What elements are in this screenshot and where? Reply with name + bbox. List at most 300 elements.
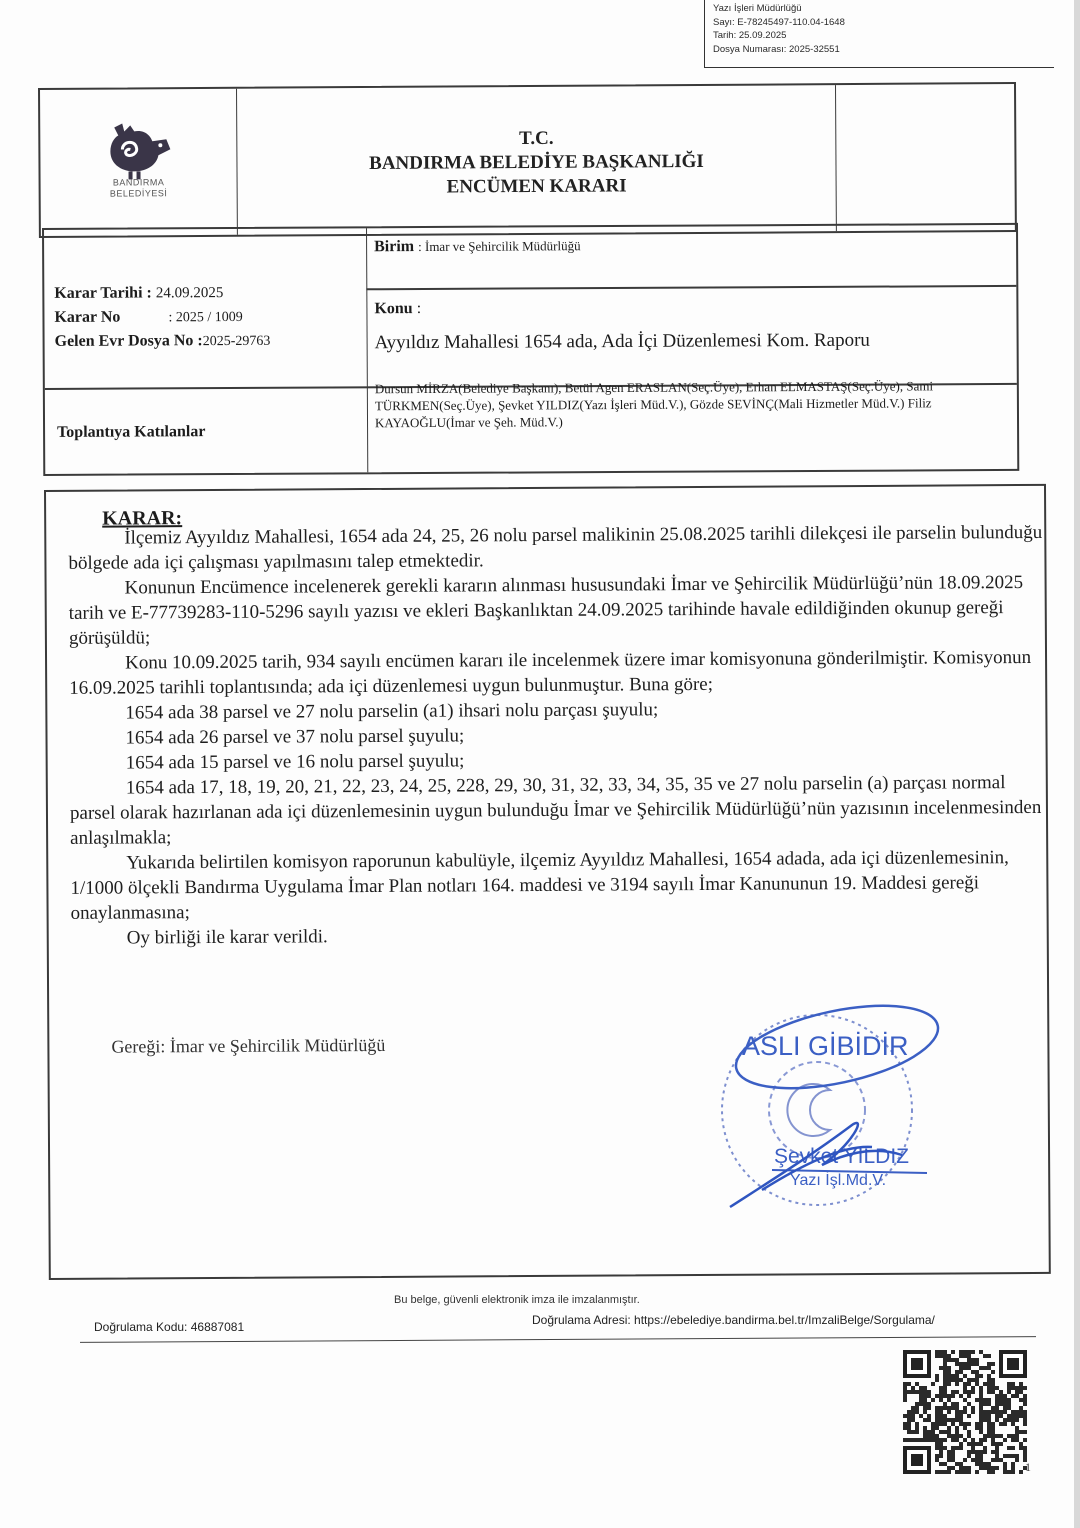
qr-module (991, 1466, 995, 1470)
qr-module (959, 1362, 963, 1366)
qr-module (943, 1350, 947, 1354)
qr-module (963, 1466, 967, 1470)
qr-module (927, 1434, 931, 1438)
qr-module (963, 1362, 967, 1366)
verification-qr-code[interactable] (902, 1350, 1028, 1474)
qr-module (951, 1438, 955, 1442)
qr-module (955, 1434, 959, 1438)
qr-module (903, 1398, 907, 1402)
qr-module (995, 1418, 999, 1422)
qr-module (963, 1382, 967, 1386)
qr-module (975, 1358, 979, 1362)
qr-module (995, 1410, 999, 1414)
certified-copy-stamp (702, 995, 952, 1225)
qr-module (939, 1386, 943, 1390)
qr-module (1007, 1386, 1011, 1390)
qr-module (991, 1370, 995, 1374)
qr-module (1003, 1406, 1007, 1410)
qr-module (931, 1398, 935, 1402)
qr-module (1011, 1386, 1015, 1390)
qr-module (987, 1422, 991, 1426)
verification-code: Doğrulama Kodu: 46887081 (94, 1320, 245, 1334)
decision-parcel-item: 1654 ada 38 parsel ve 27 nolu parselin (a1) ihsari nolu parçası şuyulu; (125, 699, 659, 724)
decision-paragraph: 1654 ada 17, 18, 19, 20, 21, 22, 23, 24, 25, 228, 29, 30, 31, 32, 33, 34, 35, 35 ve 27 nolu parselin (a) parçası normal parsel olarak hazırlanan ada içi düzenlemesinin uygun bulunduğu İmar ve Şehircilik Müdürlüğü’nün yazısının incelenmesinden anlaşılmakla; (69, 772, 1042, 849)
qr-module (955, 1370, 959, 1374)
qr-module (995, 1442, 999, 1446)
qr-module (955, 1390, 959, 1394)
qr-module (943, 1430, 947, 1434)
qr-module (979, 1394, 983, 1398)
qr-module (903, 1426, 907, 1430)
title-institution: BANDIRMA BELEDİYE BAŞKANLIĞI (369, 150, 704, 174)
seal-inner-ring (769, 1062, 865, 1158)
qr-module (959, 1370, 963, 1374)
decision-date-label: Karar Tarihi : (54, 284, 152, 302)
qr-module (967, 1430, 971, 1434)
qr-module (1003, 1422, 1007, 1426)
qr-module (991, 1442, 995, 1446)
qr-module (971, 1410, 975, 1414)
registry-dept: Yazı İşleri Müdürlüğü (713, 3, 802, 14)
qr-module (919, 1402, 923, 1406)
qr-module (927, 1430, 931, 1434)
qr-module (991, 1434, 995, 1438)
qr-module (943, 1470, 947, 1474)
qr-module (983, 1354, 987, 1358)
qr-module (995, 1454, 999, 1458)
qr-module (991, 1406, 995, 1410)
qr-finder-pattern (1007, 1358, 1019, 1370)
qr-module (1015, 1438, 1019, 1442)
qr-module (939, 1398, 943, 1402)
qr-module (927, 1402, 931, 1406)
scan-edge (1074, 0, 1080, 1528)
qr-module (983, 1466, 987, 1470)
qr-module (947, 1454, 951, 1458)
qr-module (943, 1386, 947, 1390)
qr-module (979, 1430, 983, 1434)
qr-module (959, 1462, 963, 1466)
qr-module (987, 1382, 991, 1386)
qr-module (967, 1450, 971, 1454)
qr-module (927, 1394, 931, 1398)
qr-module (975, 1378, 979, 1382)
qr-module (979, 1350, 983, 1354)
qr-module (903, 1422, 907, 1426)
qr-module (951, 1390, 955, 1394)
stamp-certified-text: ASLI GİBİDİR (742, 1031, 909, 1061)
document-title (236, 125, 836, 201)
qr-module (999, 1390, 1003, 1394)
qr-module (983, 1402, 987, 1406)
qr-module (963, 1426, 967, 1430)
attendees-list: Dursun MİRZA(Belediye Başkanı), Betül Agen ERASLAN(Seç.Üye), Erhan ELMASTAŞ(Seç.Üye), Sami TÜRKMEN(Seç.Üye), Şevket YILDIZ(Yazı İşleri Müd.V.), Gözde SEVİNÇ(Mali Hizmetler Müd.V.) Filiz KAYAOĞLU(İmar ve Şeh. Müd.V.) (374, 378, 934, 431)
qr-module (903, 1394, 907, 1398)
qr-module (987, 1386, 991, 1390)
qr-module (931, 1426, 935, 1430)
qr-module (943, 1378, 947, 1382)
qr-module (935, 1350, 939, 1354)
qr-module (1019, 1430, 1023, 1434)
qr-module (907, 1410, 911, 1414)
qr-module (1003, 1394, 1007, 1398)
qr-module (935, 1434, 939, 1438)
qr-module (995, 1466, 999, 1470)
qr-module (1019, 1382, 1023, 1386)
qr-module (991, 1386, 995, 1390)
decision-paragraph: Konunun Encümence incelenerek gerekli kararın alınması hususundaki İmar ve Şehircilik Müdürlüğü’nün 18.09.2025 tarih ve E-77739283-110-5296 sayılı yazısı ve ekleri Başkanlıktan 24.09.2025 tarihinde havale edildiğinden okunup gereği görüşüldü; (68, 572, 1024, 649)
qr-module (923, 1402, 927, 1406)
action-recipient: Gereği: İmar ve Şehircilik Müdürlüğü (111, 1034, 386, 1057)
qr-module (995, 1446, 999, 1450)
qr-module (1003, 1466, 1007, 1470)
qr-module (943, 1394, 947, 1398)
qr-finder-pattern (911, 1358, 923, 1370)
qr-module (951, 1446, 955, 1450)
qr-module (935, 1410, 939, 1414)
qr-module (979, 1426, 983, 1430)
qr-module (979, 1410, 983, 1414)
qr-module (971, 1406, 975, 1410)
qr-module (971, 1362, 975, 1366)
qr-module (943, 1406, 947, 1410)
qr-module (927, 1418, 931, 1422)
qr-module (979, 1398, 983, 1402)
qr-module (963, 1374, 967, 1378)
table-divider (366, 285, 1016, 290)
qr-module (915, 1422, 919, 1426)
qr-module (1015, 1390, 1019, 1394)
qr-module (955, 1438, 959, 1442)
qr-module (963, 1406, 967, 1410)
qr-module (923, 1418, 927, 1422)
qr-module (959, 1410, 963, 1414)
qr-module (951, 1358, 955, 1362)
qr-module (975, 1362, 979, 1366)
qr-module (951, 1350, 955, 1354)
title-document-type: ENCÜMEN KARARI (446, 175, 627, 198)
qr-module (923, 1426, 927, 1430)
decision-parcel-item: 1654 ada 26 parsel ve 37 nolu parsel şuyulu; (125, 725, 465, 749)
qr-module (955, 1418, 959, 1422)
qr-module (915, 1426, 919, 1430)
qr-finder-pattern (911, 1454, 923, 1466)
qr-module (987, 1390, 991, 1394)
qr-module (959, 1414, 963, 1418)
qr-module (947, 1378, 951, 1382)
qr-module (935, 1354, 939, 1358)
qr-module (991, 1458, 995, 1462)
qr-module (967, 1382, 971, 1386)
qr-module (963, 1458, 967, 1462)
qr-module (939, 1442, 943, 1446)
decision-no: : 2025 / 1009 (168, 309, 243, 326)
qr-module (903, 1386, 907, 1390)
qr-module (1007, 1406, 1011, 1410)
unit-row (374, 237, 581, 256)
qr-module (991, 1470, 995, 1474)
qr-module (999, 1422, 1003, 1426)
qr-module (975, 1470, 979, 1474)
qr-module (1019, 1446, 1023, 1450)
qr-module (979, 1442, 983, 1446)
qr-module (1011, 1414, 1015, 1418)
qr-module (999, 1394, 1003, 1398)
registry-stamp (704, 0, 1054, 68)
qr-module (979, 1402, 983, 1406)
qr-module (915, 1410, 919, 1414)
qr-module (979, 1374, 983, 1378)
qr-module (1015, 1434, 1019, 1438)
qr-module (971, 1390, 975, 1394)
qr-module (943, 1422, 947, 1426)
qr-module (991, 1382, 995, 1386)
qr-module (947, 1426, 951, 1430)
qr-module (1019, 1470, 1023, 1474)
qr-module (995, 1414, 999, 1418)
qr-module (979, 1422, 983, 1426)
qr-module (1023, 1410, 1027, 1414)
decision-conclusion: Oy birliği ile karar verildi. (126, 926, 328, 949)
qr-module (1003, 1438, 1007, 1442)
qr-module (955, 1378, 959, 1382)
qr-module (1023, 1386, 1027, 1390)
qr-module (951, 1406, 955, 1410)
qr-module (967, 1454, 971, 1458)
qr-module (1007, 1390, 1011, 1394)
qr-module (907, 1438, 911, 1442)
qr-module (987, 1466, 991, 1470)
qr-module (999, 1410, 1003, 1414)
qr-module (967, 1358, 971, 1362)
qr-module (935, 1378, 939, 1382)
qr-module (1019, 1414, 1023, 1418)
qr-module (1023, 1438, 1027, 1442)
qr-module (947, 1366, 951, 1370)
qr-module (1011, 1382, 1015, 1386)
qr-module (967, 1366, 971, 1370)
qr-module (927, 1414, 931, 1418)
qr-module (1011, 1394, 1015, 1398)
qr-module (939, 1354, 943, 1358)
qr-module (935, 1454, 939, 1458)
qr-module (983, 1382, 987, 1386)
qr-module (983, 1438, 987, 1442)
qr-module (935, 1418, 939, 1422)
qr-module (991, 1426, 995, 1430)
qr-module (915, 1402, 919, 1406)
qr-module (959, 1466, 963, 1470)
qr-module (943, 1370, 947, 1374)
qr-module (911, 1390, 915, 1394)
title-tc: T.C. (519, 127, 554, 150)
qr-module (1007, 1446, 1011, 1450)
qr-module (943, 1366, 947, 1370)
qr-module (903, 1390, 907, 1394)
qr-module (987, 1362, 991, 1366)
qr-module (955, 1374, 959, 1378)
qr-module (963, 1366, 967, 1370)
qr-module (975, 1398, 979, 1402)
logo-caption (41, 177, 237, 200)
qr-module (951, 1466, 955, 1470)
qr-module (911, 1410, 915, 1414)
qr-module (991, 1362, 995, 1366)
qr-module (1007, 1382, 1011, 1386)
qr-module (935, 1426, 939, 1430)
qr-module (959, 1366, 963, 1370)
decision-no-label: Karar No (54, 308, 121, 326)
qr-module (975, 1382, 979, 1386)
qr-module (935, 1438, 939, 1442)
qr-module (903, 1414, 907, 1418)
qr-module (983, 1462, 987, 1466)
qr-module (1007, 1418, 1011, 1422)
qr-module (987, 1462, 991, 1466)
qr-module (963, 1390, 967, 1394)
qr-module (963, 1354, 967, 1358)
qr-module (947, 1434, 951, 1438)
qr-module (903, 1438, 907, 1442)
qr-module (995, 1458, 999, 1462)
qr-module (943, 1402, 947, 1406)
qr-module (951, 1434, 955, 1438)
logo-cell (40, 89, 238, 236)
qr-module (955, 1362, 959, 1366)
qr-module (987, 1378, 991, 1382)
qr-module (923, 1410, 927, 1414)
qr-module (907, 1418, 911, 1422)
qr-module (947, 1370, 951, 1374)
qr-module (955, 1410, 959, 1414)
qr-module (991, 1378, 995, 1382)
qr-module (983, 1414, 987, 1418)
qr-module (983, 1446, 987, 1450)
qr-module (959, 1422, 963, 1426)
qr-module (947, 1394, 951, 1398)
qr-module (947, 1374, 951, 1378)
qr-module (935, 1414, 939, 1418)
registry-date: Tarih: 25.09.2025 (713, 30, 787, 41)
qr-module (907, 1422, 911, 1426)
subject-label: Konu (374, 300, 413, 318)
qr-module (943, 1414, 947, 1418)
logo-caption-line1: BANDIRMA (112, 177, 165, 188)
qr-module (951, 1458, 955, 1462)
qr-module (939, 1422, 943, 1426)
qr-module (963, 1422, 967, 1426)
qr-module (971, 1386, 975, 1390)
qr-module (923, 1434, 927, 1438)
qr-module (1023, 1398, 1027, 1402)
qr-module (987, 1354, 991, 1358)
decision-date: 24.09.2025 (155, 285, 224, 302)
qr-module (939, 1438, 943, 1442)
qr-module (1023, 1418, 1027, 1422)
decision-parcel-item: 1654 ada 15 parsel ve 16 nolu parsel şuyulu; (125, 750, 465, 774)
qr-module (971, 1438, 975, 1442)
qr-module (967, 1470, 971, 1474)
qr-module (1003, 1402, 1007, 1406)
qr-module (943, 1362, 947, 1366)
qr-module (995, 1386, 999, 1390)
qr-module (967, 1466, 971, 1470)
qr-module (995, 1398, 999, 1402)
decision-paragraph: İlçemiz Ayyıldız Mahallesi, 1654 ada 24, 25, 26 nolu parsel malikinin 25.08.2025 tarihli dilekçesi ile parselin bulunduğu bölgede ada içi çalışması yapılmasını talep etmektedir. (68, 521, 1043, 574)
qr-module (923, 1394, 927, 1398)
qr-module (991, 1430, 995, 1434)
qr-module (927, 1438, 931, 1442)
qr-module (939, 1366, 943, 1370)
qr-module (979, 1406, 983, 1410)
qr-module (939, 1430, 943, 1434)
qr-module (955, 1470, 959, 1474)
qr-module (975, 1370, 979, 1374)
qr-module (971, 1370, 975, 1374)
qr-module (1019, 1442, 1023, 1446)
qr-module (971, 1450, 975, 1454)
qr-module (915, 1438, 919, 1442)
qr-module (947, 1354, 951, 1358)
qr-module (1007, 1414, 1011, 1418)
qr-module (979, 1458, 983, 1462)
qr-module (1019, 1386, 1023, 1390)
qr-module (939, 1446, 943, 1450)
decision-date-row (54, 281, 270, 306)
qr-module (955, 1462, 959, 1466)
header-empty-cell (835, 84, 1015, 231)
qr-module (967, 1362, 971, 1366)
qr-module (971, 1378, 975, 1382)
unit-label: Birim (374, 238, 415, 256)
qr-module (955, 1430, 959, 1434)
qr-module (979, 1414, 983, 1418)
qr-module (923, 1386, 927, 1390)
qr-module (991, 1410, 995, 1414)
qr-module (967, 1390, 971, 1394)
qr-module (959, 1394, 963, 1398)
qr-module (963, 1410, 967, 1414)
qr-module (1011, 1434, 1015, 1438)
qr-module (947, 1418, 951, 1422)
qr-module (1023, 1450, 1027, 1454)
qr-module (967, 1414, 971, 1418)
attendees-label: Toplantıya Katılanlar (57, 423, 206, 441)
decision-info-table (42, 223, 1019, 476)
qr-module (975, 1462, 979, 1466)
qr-module (943, 1438, 947, 1442)
qr-module (947, 1406, 951, 1410)
qr-module (967, 1434, 971, 1438)
verification-address[interactable]: Doğrulama Adresi: https://ebelediye.bandirma.bel.tr/ImzaliBelge/Sorgulama/ (532, 1313, 935, 1327)
qr-module (935, 1446, 939, 1450)
document-header (38, 82, 1017, 238)
qr-module (951, 1402, 955, 1406)
qr-module (967, 1442, 971, 1446)
qr-module (987, 1414, 991, 1418)
qr-module (935, 1394, 939, 1398)
qr-module (943, 1374, 947, 1378)
qr-module (919, 1438, 923, 1442)
qr-module (959, 1446, 963, 1450)
qr-module (987, 1410, 991, 1414)
registry-file-number: Dosya Numarası: 2025-32551 (713, 43, 840, 55)
qr-module (983, 1410, 987, 1414)
qr-module (1011, 1446, 1015, 1450)
qr-module (1023, 1422, 1027, 1426)
qr-module (975, 1450, 979, 1454)
subject-value: Ayyıldız Mahallesi 1654 ada, Ada İçi Düzenlemesi Kom. Raporu (374, 329, 870, 354)
